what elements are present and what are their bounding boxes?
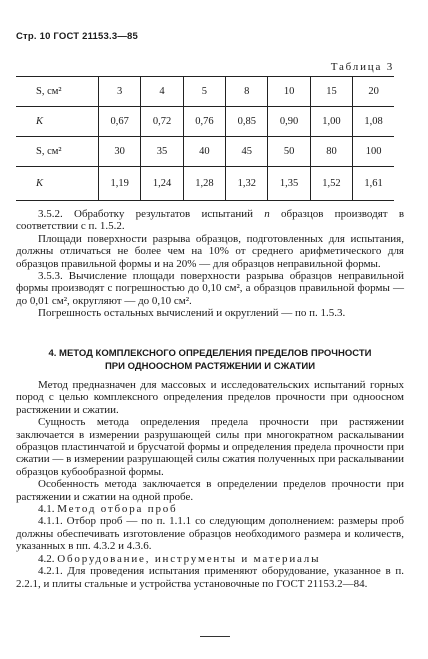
table-cell: 30 bbox=[99, 137, 141, 167]
data-table bbox=[16, 76, 394, 201]
table-cell: 1,24 bbox=[141, 167, 183, 201]
table-cell: 8 bbox=[226, 77, 268, 107]
table-cell: 20 bbox=[353, 77, 394, 107]
table-cell: 1,19 bbox=[99, 167, 141, 201]
paragraph: 4.1.1. Отбор проб — по п. 1.1.1 со следующим дополнением: размеры проб должны обеспечивать изготовление образцов необходимого размера и количеств, указанных в пп. 4.3.2 и 4.3.6. bbox=[16, 515, 404, 553]
table-cell: 1,28 bbox=[183, 167, 225, 201]
table-cell: 100 bbox=[353, 137, 394, 167]
table-cell: 0,90 bbox=[268, 107, 310, 137]
page-header: Стр. 10 ГОСТ 21153.3—85 bbox=[16, 31, 139, 42]
table-cell: 0,76 bbox=[183, 107, 225, 137]
table-row bbox=[16, 167, 394, 201]
subsection-heading: 4.2. Оборудование, инструменты и материалы bbox=[38, 552, 321, 565]
table-cell: 0,72 bbox=[141, 107, 183, 137]
table-cell: 1,35 bbox=[268, 167, 310, 201]
table-cell: 1,08 bbox=[353, 107, 394, 137]
table-row bbox=[16, 137, 394, 167]
row-label: S, см² bbox=[16, 77, 99, 107]
text-block-results bbox=[16, 208, 404, 320]
table-cell: 45 bbox=[226, 137, 268, 167]
section-title: 4. МЕТОД КОМПЛЕКСНОГО ОПРЕДЕЛЕНИЯ ПРЕДЕЛОВ ПРОЧНОСТИ ПРИ ОДНООСНОМ РАСТЯЖЕНИИ И СЖАТИИ bbox=[48, 348, 372, 372]
table-cell: 3 bbox=[99, 77, 141, 107]
table-cell: 1,00 bbox=[310, 107, 352, 137]
table-row bbox=[16, 77, 394, 107]
table-cell: 1,61 bbox=[353, 167, 394, 201]
paragraph: 3.5.3. Вычисление площади поверхности разрыва образцов неправильной формы производят с погрешностью до 0,10 см², а образцов правильной формы — до 0,01 см², округляют — до 0,10 см². bbox=[16, 270, 404, 307]
page-footer-rule bbox=[200, 636, 230, 637]
table-row bbox=[16, 107, 394, 137]
table-cell: 80 bbox=[310, 137, 352, 167]
table-cell: 50 bbox=[268, 137, 310, 167]
paragraph: Особенность метода заключается в определении пределов прочности при растяжении и сжатии на одной пробе. bbox=[16, 478, 404, 503]
paragraph: 3.5.2. Обработку результатов испытаний n образцов производят в соответствии с п. 1.5.2. bbox=[16, 208, 405, 233]
table-cell: 5 bbox=[183, 77, 225, 107]
paragraph: 4.2.1. Для проведения испытания применяют оборудование, указанное в п. 2.2.1, и плиты стальные и устройства установочные по ГОСТ 21153.2—84. bbox=[16, 565, 404, 590]
table-cell: 4 bbox=[141, 77, 183, 107]
table-cell: 40 bbox=[183, 137, 225, 167]
row-label: S, см² bbox=[16, 137, 99, 167]
table-cell: 0,85 bbox=[226, 107, 268, 137]
paragraph: Погрешность остальных вычислений и округлений — по п. 1.5.3. bbox=[38, 307, 346, 320]
table-cell: 1,52 bbox=[310, 167, 352, 201]
table-cell: 35 bbox=[141, 137, 183, 167]
row-label: K bbox=[16, 107, 99, 137]
subsection-heading: 4.1. Метод отбора проб bbox=[38, 503, 178, 516]
table-cell: 15 bbox=[310, 77, 352, 107]
paragraph: Метод предназначен для массовых и исследовательских испытаний горных пород с целью комплексного определения пределов прочности при одноосном растяжении и сжатии. bbox=[16, 379, 404, 416]
table-caption: Таблица 3 bbox=[330, 61, 394, 73]
table-cell: 0,67 bbox=[99, 107, 141, 137]
text-block-method bbox=[16, 379, 404, 590]
paragraph: Сущность метода определения предела прочности при растяжении заключается в измерении разрушающей силы при многократном раскалывании образцов пластинчатой и брусчатой формы и определения предела прочности при сжатии — в измерении разрушающей силы сжатия полученных при раскалывании образцов кубообразной формы. bbox=[16, 416, 404, 478]
table-cell: 10 bbox=[268, 77, 310, 107]
table-cell: 1,32 bbox=[226, 167, 268, 201]
row-label: K bbox=[16, 167, 99, 201]
paragraph: Площади поверхности разрыва образцов, подготовленных для испытания, должны отличаться не более чем на 10% от среднего арифметического для образцов правильной формы и на 20% — для образцов неправильной формы. bbox=[16, 232, 404, 270]
